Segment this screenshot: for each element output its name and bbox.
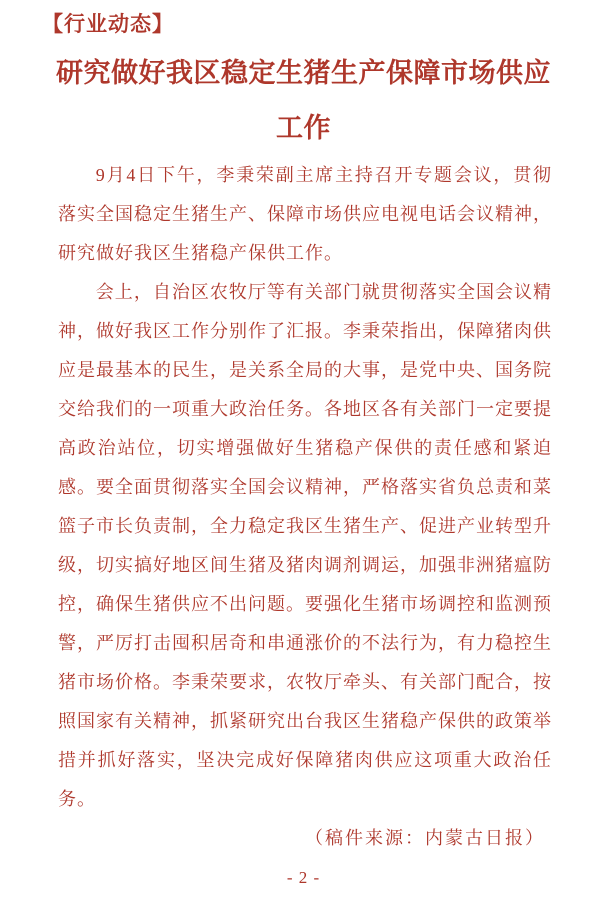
article-title xyxy=(0,46,607,156)
paragraph-2: 会上，自治区农牧厅等有关部门就贯彻落实全国会议精神，做好我区工作分别作了汇报。李秉荣指出，保障猪肉供应是最基本的民生，是关系全局的大事，是党中央、国务院交给我们的一项重大政治任务。各地区各有关部门一定要提高政治站位，切实增强做好生猪稳产保供的责任感和紧迫感。要全面贯彻落实全国会议精神，严格落实省负总责和菜篮子市长负责制，全力稳定我区生猪生产、促进产业转型升级，切实搞好地区间生猪及猪肉调剂调运，加强非洲猪瘟防控，确保生猪供应不出问题。要强化生猪市场调控和监测预警，严厉打击囤积居奇和串通涨价的不法行为，有力稳控生猪市场价格。李秉荣要求，农牧厅牵头、有关部门配合，按照国家有关精神，抓紧研究出台我区生猪稳产保供的政策举措并抓好落实，坚决完成好保障猪肉供应这项重大政治任务。 xyxy=(58,282,552,809)
page-number: - 2 - xyxy=(286,868,321,887)
source-attribution: （稿件来源：内蒙古日报） xyxy=(305,828,545,848)
paragraph-1: 9月4日下午，李秉荣副主席主持召开专题会议，贯彻落实全国稳定生猪生产、保障市场供应电视电话会议精神，研究做好我区生猪稳产保供工作。 xyxy=(58,165,552,263)
section-tag: 【行业动态】 xyxy=(42,13,174,36)
article-title-line-1: 研究做好我区稳定生猪生产保障市场供应 xyxy=(56,58,551,88)
article-title-line-2: 工作 xyxy=(276,113,331,143)
article-body xyxy=(58,156,552,819)
